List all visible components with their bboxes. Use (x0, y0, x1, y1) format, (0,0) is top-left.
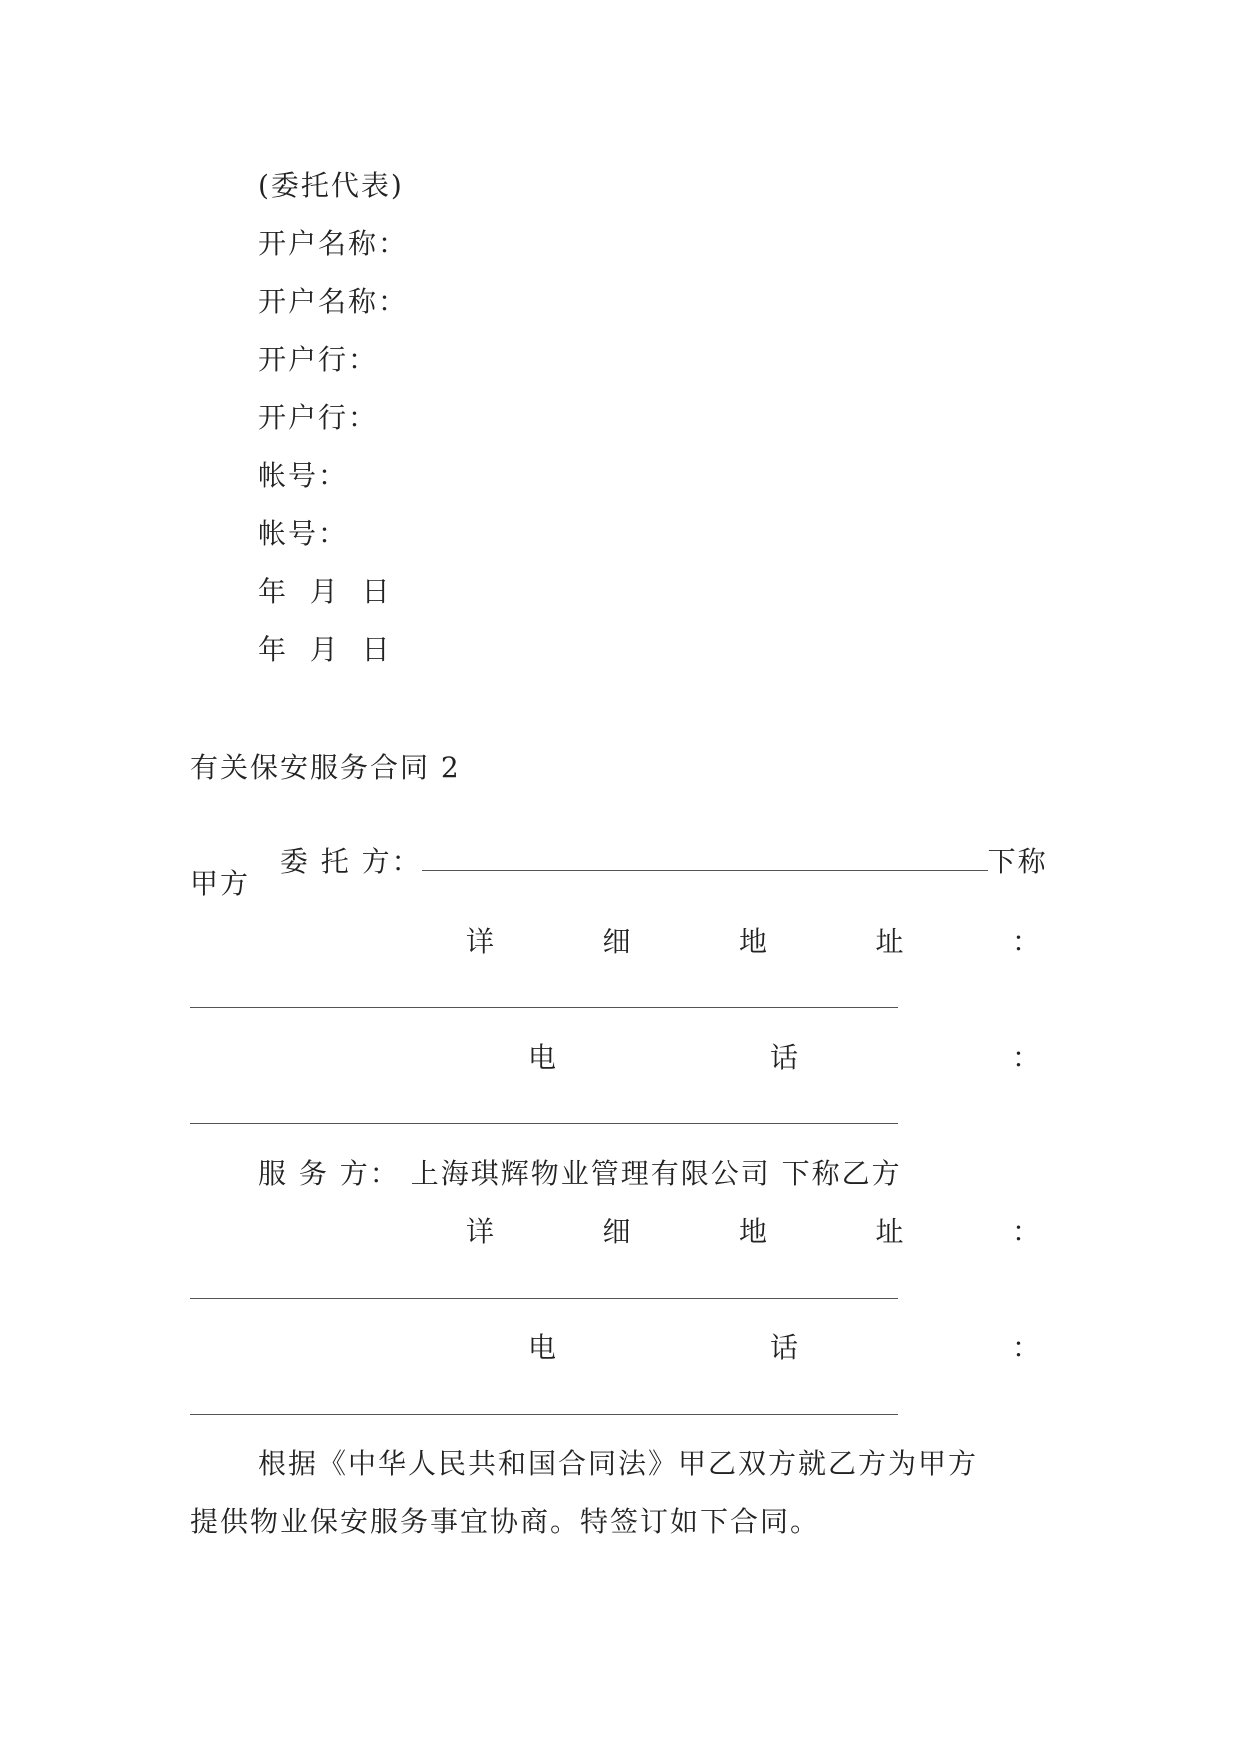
address-char: 地 (738, 1215, 767, 1248)
account-name-label-1: 开户名称： (258, 227, 409, 260)
contract-title: 有关保安服务合同 2 (190, 751, 461, 784)
client-address-rule (190, 1007, 898, 1008)
provider-phone-label (190, 1330, 1040, 1366)
client-suffix-wrap: 甲方 (190, 867, 251, 900)
client-blank (422, 844, 988, 871)
delegate-label: (委托代表) (258, 169, 404, 202)
date-label-2: 年 月 日 (258, 633, 392, 666)
address-char: 细 (602, 925, 631, 958)
provider-address-label (190, 1214, 1040, 1250)
phone-char: 话 (769, 1041, 798, 1074)
provider-address-rule (190, 1298, 898, 1299)
account-number-label-2: 帐号： (258, 517, 349, 550)
client-label: 委 托 方： (279, 845, 422, 878)
account-number-label-1: 帐号： (258, 459, 349, 492)
phone-char: ： (1011, 1331, 1040, 1364)
address-char: ： (1011, 1215, 1040, 1248)
address-char: 详 (466, 1215, 495, 1248)
date-label-1: 年 月 日 (258, 575, 392, 608)
address-char: 细 (602, 1215, 631, 1248)
address-char: 址 (875, 1215, 904, 1248)
account-name-label-2: 开户名称： (258, 285, 409, 318)
address-char: ： (1011, 925, 1040, 958)
client-phone-rule (190, 1123, 898, 1124)
provider-line: 服 务 方： 上海琪辉物业管理有限公司 下称乙方 (258, 1157, 902, 1190)
client-line (258, 808, 1048, 880)
address-char: 详 (466, 925, 495, 958)
phone-char: 电 (528, 1041, 557, 1074)
client-address-label (190, 924, 1040, 960)
address-char: 址 (875, 925, 904, 958)
intro-paragraph-line-2: 提供物业保安服务事宜协商。特签订如下合同。 (190, 1505, 821, 1538)
address-char: 地 (738, 925, 767, 958)
bank-label-1: 开户行： (258, 343, 379, 376)
bank-label-2: 开户行： (258, 401, 379, 434)
phone-char: 话 (769, 1331, 798, 1364)
client-suffix: 下称 (987, 845, 1048, 878)
intro-paragraph-line-1: 根据《中华人民共和国合同法》甲乙双方就乙方为甲方 (258, 1447, 979, 1480)
phone-char: 电 (528, 1331, 557, 1364)
phone-char: ： (1011, 1041, 1040, 1074)
provider-phone-rule (190, 1414, 898, 1415)
client-phone-label (190, 1040, 1040, 1076)
